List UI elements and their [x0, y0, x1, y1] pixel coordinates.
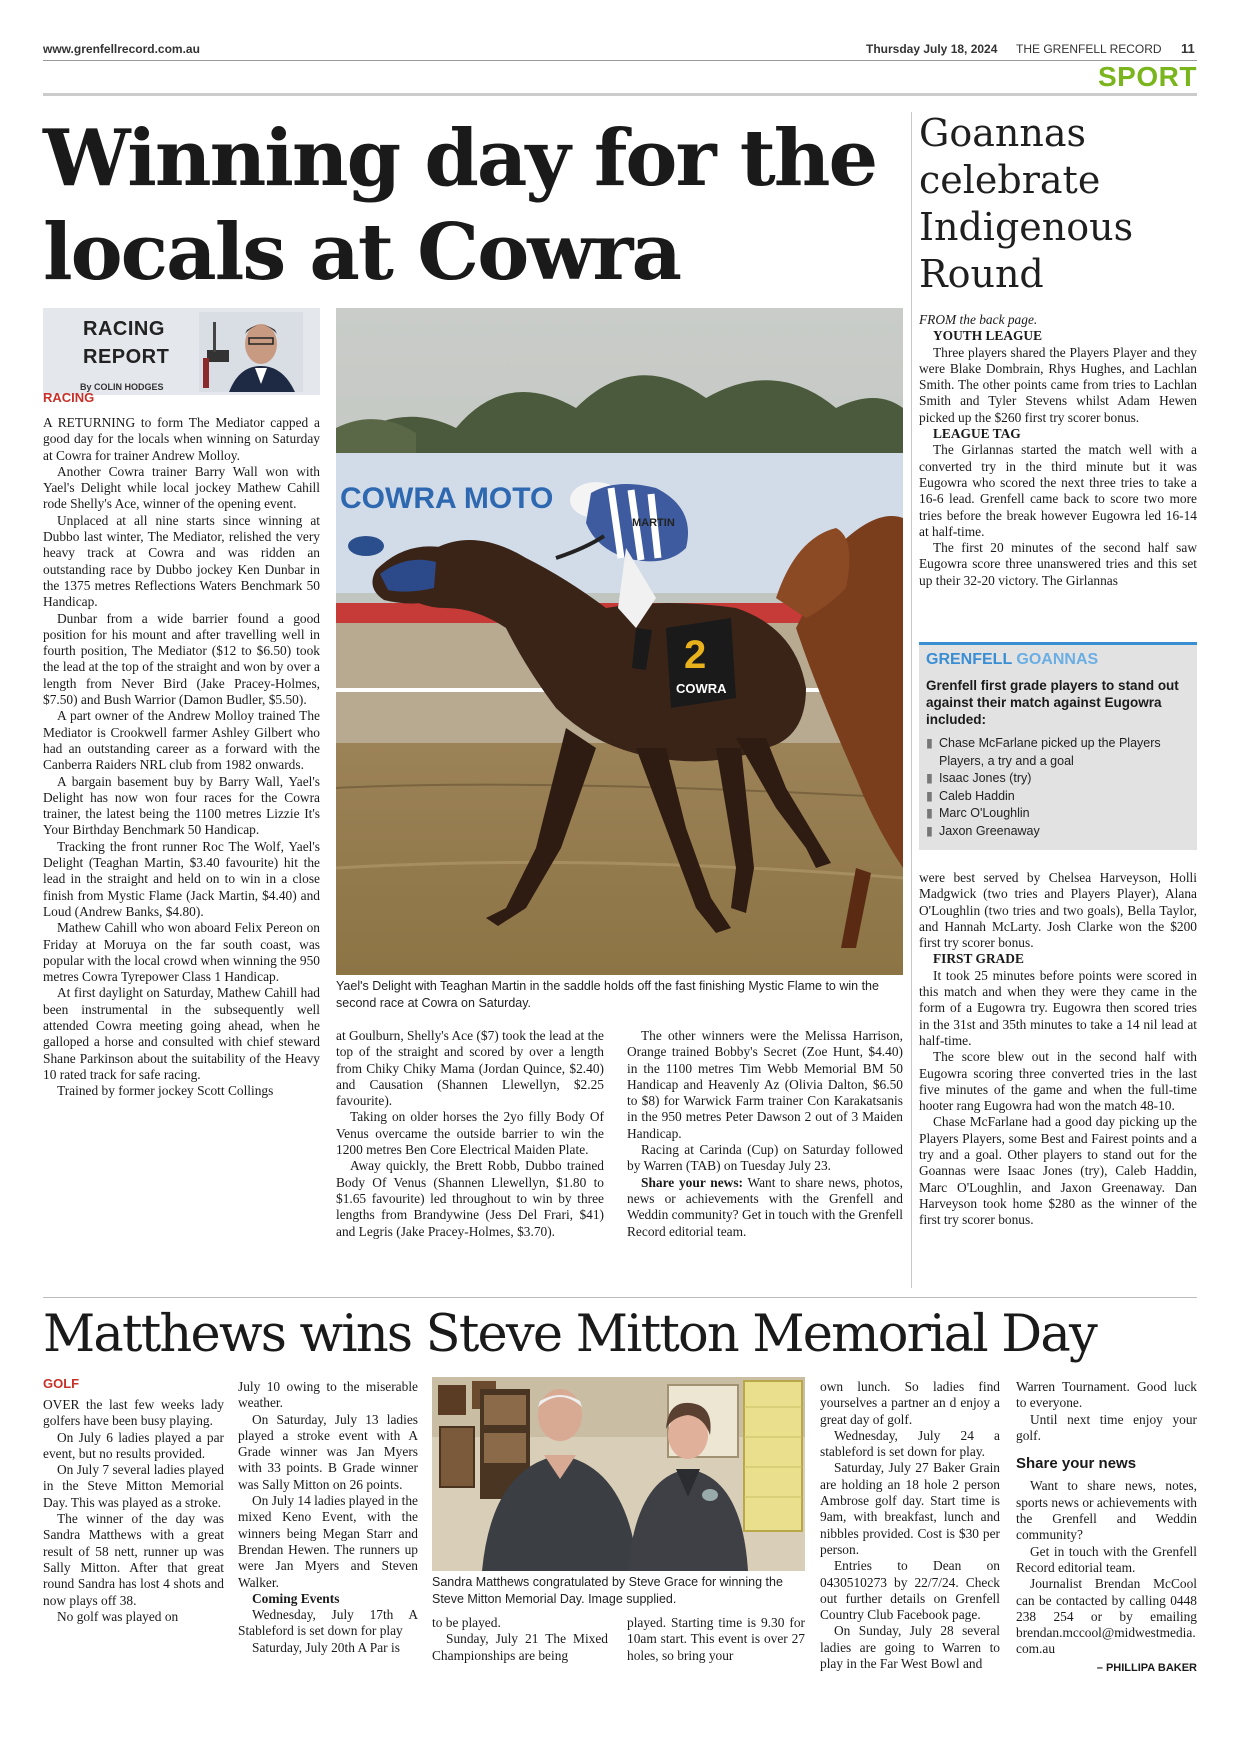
golf-col1-p3: On July 7 several ladies played in the Steve Mitton Memorial Day. This was played as a stroke.: [43, 1462, 224, 1510]
golf-col3b-p1: played. Starting time is 9.30 for 10am start. This event is over 27 holes, so bring your: [627, 1615, 805, 1663]
photo-number: 2: [684, 633, 707, 677]
golf-col3-p1: to be played.: [432, 1615, 501, 1630]
golf-column-3b: [627, 1615, 805, 1664]
headline-line-2: locals at Cowra: [43, 207, 680, 298]
golf-col2-p3: On July 14 ladies played in the mixed Keno Event, with the winners being Megan Starr and Brendan Hewen. The runners up were Jan Myers and Steven Walker.: [238, 1493, 418, 1590]
list-item: ▮ Jaxon Greenaway: [926, 823, 1190, 841]
racing-share: [627, 1175, 903, 1240]
racing-col1-p6: A bargain basement buy by Barry Wall, Yael's Delight has now won four races for the Cowra trainer, the latest being the 1100 metres Lizzie It's Your Birthday Benchmark 50 Handicap.: [43, 773, 320, 838]
youth-league-head: YOUTH LEAGUE: [933, 328, 1043, 344]
golf-column-2: [238, 1379, 418, 1656]
first-grade-p3: Chase McFarlane had a good day picking up the Players Players, some Best and Fairest points and a try and a goal. Other players to stand out for the Goannas were Isaac Jones (try), Caleb Haddin, Marc O'Loughlin, and Jaxon Greenaway. Dan Harveyson took home $280 as the winner of the first try scorer bonus.: [919, 1114, 1197, 1228]
racing-photo: [336, 308, 903, 975]
racing-column-1: [43, 415, 320, 1099]
section-label: SPORT: [1098, 61, 1197, 92]
racing-col2-p2: Taking on older horses the 2yo filly Body Of Venus overcame the outside barrier to win the 1200 metres Ben Core Electrical Maiden Plate.: [336, 1109, 604, 1158]
list-item-text: Chase McFarlane picked up the Players Players, a try and a goal: [939, 736, 1161, 768]
golf-col4-p5: On Sunday, July 28 several ladies are going to Warren to play in the Far West Bowl and: [820, 1623, 1000, 1672]
racing-photo-caption: Yael's Delight with Teaghan Martin in the saddle holds off the fast finishing Mystic Flame to win the second race at Cowra on Saturday.: [336, 979, 879, 1010]
coming-events-head: Coming Events: [252, 1590, 340, 1606]
list-item-text: Isaac Jones (try): [939, 771, 1032, 785]
racing-col2-p3: Away quickly, the Brett Robb, Dubbo trained Body Of Venus (Shannen Llewellyn, $1.80 to $1.65 favourite) led throughout to win by three lengths from Brandywine (Jess Del Frari, $41) and Legris (Jake Pracey-Holmes, $3.70).: [336, 1158, 604, 1239]
header-rule: [43, 60, 1197, 61]
paper-name: THE GRENFELL RECORD: [1016, 42, 1162, 56]
racing-col2-p1: at Goulburn, Shelly's Ace ($7) took the lead at the top of the straight and scored by over a length from Chiky Chiky Mama (Jordan Quince, $2.40) and Causation (Shannen Llewellyn, $2.25 favourite).: [336, 1028, 604, 1109]
photo-saddlecloth: COWRA: [676, 681, 727, 696]
racing-col3-p1: The other winners were the Melissa Harrison, Orange trained Bobby's Secret (Zoe Hunt, $4.40) in the 1100 metres Tim Webb Memorial BM 50 Handicap and Heavenly Az (Olivia Dalton, $6.50 to $8) for Warwick Farm trainer Con Karakatsanis in the 950 metres Peter Dawson 2 out of 3 Maiden Handicap.: [627, 1028, 903, 1141]
racing-col1-p3: Unplaced at all nine starts since winning at Dubbo last winter, The Mediator, relished the very heavy track at Cowra and was ridden an outstanding race by Dubbo jockey Ken Dunbar in the 1375 metres Reflections Waters Benchmark 50 Handicap.: [43, 512, 320, 610]
racing-col1-p8: Mathew Cahill who won aboard Felix Pereon on Friday at Moruya on the far south coast, was popular with the local crowd when winning the 950 metres Cowra Tyrepower Class 1 Handicap.: [43, 920, 320, 985]
racing-col1-p4: Dunbar from a wide barrier found a good position for his mount and after travelling well in fourth position, The Mediator ($12 to $6.50) took the lead at the top of the straight and won by over a length from Never Bird (Jake Pracey-Holmes, $7.50) and Bush Warrior (Damon Budler, $5.50).: [43, 610, 320, 708]
goannas-headline-1: Goannas: [919, 111, 1086, 155]
first-grade-p2: The score blew out in the second half with Eugowra scoring three converted tries in the last five minutes of the game and when the full-time hooter rang Eugowra had won the match 48-10.: [919, 1049, 1197, 1114]
racing-share-label: Share your news:: [641, 1174, 743, 1190]
golf-column-1: [43, 1397, 224, 1625]
golf-col5-p2: Until next time enjoy your golf.: [1016, 1411, 1197, 1443]
golf-col3-p2: Sunday, July 21 The Mixed Championships are being: [432, 1631, 608, 1663]
golf-col2-p4: Wednesday, July 17th A Stableford is set down for play: [238, 1607, 418, 1639]
golf-col1-p4: The winner of the day was Sandra Matthews with a great result of 58 nett, runner up was Sally Mitton. After that great round Sandra has lost 4 shots and now plays off 38.: [43, 1511, 224, 1608]
golf-column-3a: [432, 1615, 608, 1664]
golf-column-5: [1016, 1379, 1197, 1676]
page-number: 11: [1181, 41, 1195, 56]
racing-col1-p5: A part owner of the Andrew Molloy trained The Mediator is Crookwell farmer Ashley Gilbert who had an outstanding career as a forward with the Canberra Raiders NRL club from 1982 onwards.: [43, 708, 320, 773]
golf-share-p2: Get in touch with the Grenfell Record editorial team.: [1016, 1543, 1197, 1575]
column-divider: [911, 112, 912, 1288]
list-item-text: Caleb Haddin: [939, 788, 1015, 803]
golf-share-p1: Want to share news, notes, sports news or achievements with the Grenfell and Weddin community?: [1016, 1478, 1197, 1543]
goannas-panel-intro: Grenfell first grade players to stand out against their match against Eugowra included:: [926, 678, 1179, 727]
list-item-text: Jaxon Greenaway: [939, 823, 1040, 838]
list-item: ▮ Isaac Jones (try): [926, 770, 1190, 788]
goannas-column-top: [919, 312, 1197, 589]
racing-column-2: [336, 1028, 604, 1240]
list-item: ▮ Marc O'Loughlin: [926, 805, 1190, 823]
goannas-panel-title: [926, 651, 1098, 669]
racing-col1-p10: Trained by former jockey Scott Collings: [57, 1083, 274, 1099]
first-grade-p1: It took 25 minutes before points were scored in this match and when they were they came in the form of a Eugowra try. Eugowra then scored tries in the 31st and 35th minutes to take a 14 nil lead at half-time.: [919, 967, 1197, 1048]
goannas-headline-4: Round: [919, 252, 1044, 296]
goannas-headline-3: Indigenous: [919, 205, 1134, 249]
golf-col1-p5: No golf was played on: [57, 1608, 179, 1624]
report-byline: By COLIN HODGES: [80, 382, 164, 392]
golf-signoff: – PHILLIPA BAKER: [1096, 1661, 1197, 1674]
golf-photo-caption: Sandra Matthews congratulated by Steve Grace for winning the Steve Mitton Memorial Day. Image supplied.: [432, 1575, 783, 1606]
racing-col3-p2: Racing at Carinda (Cup) on Saturday followed by Warren (TAB) on Tuesday July 23.: [627, 1142, 903, 1174]
goannas-panel: [919, 642, 1197, 850]
photo-sign-text: COWRA MOTO: [340, 482, 554, 515]
racing-share-text: Want to share news, photos, news or achievements with the Grenfell and Weddin community? Get in touch with the Grenfell Record editorial team.: [627, 1174, 904, 1239]
goannas-headline-2: celebrate: [919, 158, 1101, 202]
report-title-2: REPORT: [83, 346, 170, 368]
golf-col2-p1: July 10 owing to the miserable weather.: [238, 1379, 418, 1411]
goannas-headline: [919, 110, 1199, 298]
golf-col2-p2: On Saturday, July 13 ladies played a stroke event with A Grade winner was Jan Myers with 33 points. B Grade winner was Sally Mitton on 26 points.: [238, 1411, 418, 1492]
racing-tag: RACING: [43, 390, 95, 405]
goannas-panel-list: [926, 735, 1190, 840]
header-rule-2: [43, 93, 1197, 96]
site-url: www.grenfellrecord.com.au: [43, 42, 200, 56]
golf-col4-p1: own lunch. So ladies find yourselves a partner an d enjoy a great day of golf.: [820, 1379, 1000, 1427]
league-tag-text-1: The Girlannas started the match well with a converted try in the third minute but it was Eugowra who scored the next three tries to take a 16-6 lead. Grenfell came back to score two more tries before the break however Eugowra led 16-14 at half-time.: [919, 442, 1197, 539]
racing-column-3: [627, 1028, 903, 1240]
list-item-text: Marc O'Loughlin: [939, 806, 1030, 820]
goannas-from: FROM the back page.: [919, 312, 1038, 327]
golf-col1-p1: OVER the last few weeks lady golfers have been busy playing.: [43, 1397, 224, 1429]
racing-col1-p2: Another Cowra trainer Barry Wall won with Yael's Delight while local jockey Mathew Cahill rode Shelly's Ace, winner of the opening event.: [43, 463, 320, 512]
photo-silks-text: MARTIN: [632, 517, 675, 529]
list-item: ▮ Caleb Haddin: [926, 788, 1190, 806]
list-item: ▮ Chase McFarlane picked up the Players Players, a try and a goal: [926, 735, 1190, 770]
golf-col5-p1: Warren Tournament. Good luck to everyone.: [1016, 1379, 1197, 1411]
headline-line-1: Winning day for the: [43, 113, 877, 204]
first-grade-head: FIRST GRADE: [933, 951, 1024, 967]
golf-top-rule: [43, 1297, 1197, 1298]
league-tag-head: LEAGUE TAG: [933, 426, 1021, 442]
golf-col4-p3: Saturday, July 27 Baker Grain are holding an 18 hole 2 person Ambrose golf day. Start time is 9am, with breakfast, lunch and nibbles provided. Cost is $30 per person.: [820, 1460, 1000, 1557]
league-tag-text-3: were best served by Chelsea Harveyson, Holli Madgwick (two tries and Players Player), Alana O'Loughlin (two tries and two goals), Bella Taylor, and Hannah McLarty. Josh Clarke won the $200 first try scorer bonus.: [919, 870, 1197, 951]
racing-col1-p7: Tracking the front runner Roc The Wolf, Yael's Delight (Teaghan Martin, $3.40 favourite) hit the lead in the straight and held on to win in a close finish from Mystic Flame (Jack Martin, $4.40) and Loud (Andrew Banks, $4.80).: [43, 838, 320, 919]
racing-col1-p1: A RETURNING to form The Mediator capped a good day for the locals when winning on Saturday at Cowra for trainer Andrew Molloy.: [43, 415, 320, 463]
league-tag-text-2: The first 20 minutes of the second half saw Eugowra score three unanswered tries and this set up their 32-20 victory. The Girlannas: [919, 540, 1197, 588]
goannas-panel-title-2: GOANNAS: [1016, 651, 1099, 668]
report-title-1: RACING: [83, 318, 165, 340]
racing-report-box: [43, 308, 320, 395]
columnist-photo: [199, 312, 303, 392]
youth-league-text: Three players shared the Players Player and they were Blake Dombrain, Rhys Hughes, and Lachlan Smith. The other points came from tries to Lachlan Smith and Tyler Stevens whilst Adam Hewen picked up the $260 first try scorer bonus.: [919, 344, 1197, 425]
goannas-column-bottom: [919, 870, 1197, 1229]
racing-col1-p9: At first daylight on Saturday, Mathew Cahill had been instrumental in the subsequently well attended Cowra meeting going ahead, when he galloped a horse and consulted with chief steward Shane Parkinson about the suitability of the Heavy 10 rated track for safe racing.: [43, 985, 320, 1082]
golf-col1-p2: On July 6 ladies played a par event, but no results provided.: [43, 1429, 224, 1461]
golf-photo: [432, 1377, 805, 1571]
golf-tag: GOLF: [43, 1376, 80, 1391]
racing-headline: [43, 112, 903, 300]
golf-col4-p4: Entries to Dean on 0430510273 by 22/7/24. Check out further details on Grenfell Country Club Facebook page.: [820, 1558, 1000, 1623]
goannas-panel-title-1: GRENFELL: [926, 651, 1012, 668]
golf-col4-p2: Wednesday, July 24 a stableford is set down for play.: [820, 1427, 1000, 1460]
issue-date: Thursday July 18, 2024: [866, 42, 998, 56]
golf-share-p3: Journalist Brendan McCool can be contacted by calling 0448 238 254 or by emailing brendan.mccool@midwestmedia.com.au: [1016, 1576, 1197, 1657]
golf-column-4: [820, 1379, 1000, 1672]
golf-col2-p5: Saturday, July 20th A Par is: [252, 1639, 400, 1655]
golf-share-head: Share your news: [1016, 1455, 1137, 1473]
golf-headline: Matthews wins Steve Mitton Memorial Day: [43, 1305, 1096, 1364]
